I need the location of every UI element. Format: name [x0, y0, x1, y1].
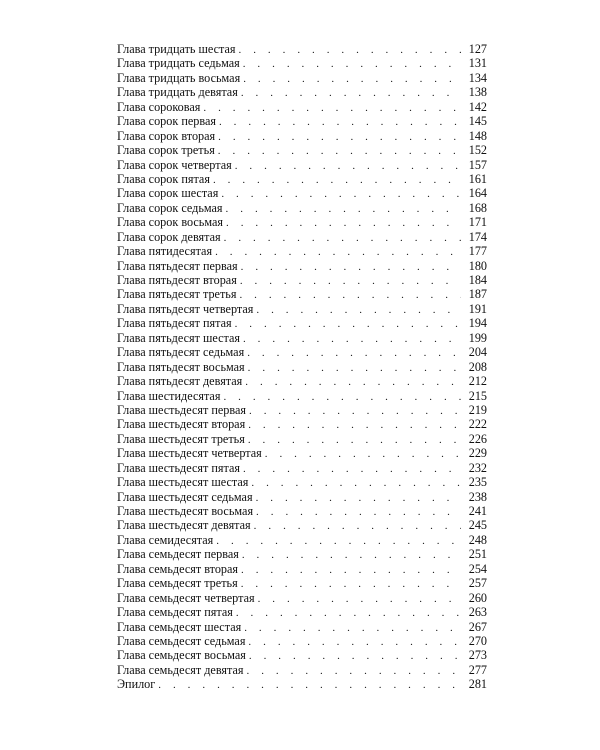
- toc-entry-title: Глава семьдесят вторая: [117, 561, 239, 576]
- toc-entry-page-number: 222: [468, 417, 487, 432]
- toc-entry-title: Глава пятьдесят шестая: [117, 330, 240, 345]
- toc-dot-leader: [239, 288, 461, 302]
- toc-entry-page-number: 248: [468, 532, 487, 547]
- toc-dot-leader: [251, 476, 461, 490]
- toc-entry-page-number: 208: [468, 359, 487, 374]
- toc-entry-page-number: 134: [468, 70, 487, 85]
- toc-entry[interactable]: [117, 432, 487, 446]
- toc-dot-leader: [243, 462, 461, 476]
- toc-entry-title: Глава шестьдесят четвертая: [117, 446, 262, 461]
- toc-entry-page-number: 238: [468, 489, 487, 504]
- toc-entry-page-number: 267: [468, 619, 487, 634]
- toc-dot-leader: [256, 505, 461, 519]
- toc-dot-leader: [213, 173, 461, 187]
- toc-dot-leader: [249, 404, 461, 418]
- toc-entry[interactable]: [117, 562, 487, 576]
- toc-dot-leader: [236, 606, 461, 620]
- toc-entry-title: Эпилог: [117, 677, 156, 692]
- toc-dot-leader: [224, 231, 461, 245]
- toc-entry[interactable]: [117, 663, 487, 677]
- toc-entry[interactable]: [117, 302, 487, 316]
- toc-entry[interactable]: [117, 374, 487, 388]
- table-of-contents: [117, 42, 487, 692]
- toc-entry[interactable]: [117, 605, 487, 619]
- toc-dot-leader: [218, 130, 461, 144]
- toc-dot-leader: [248, 433, 461, 447]
- toc-entry-title: Глава семьдесят шестая: [117, 619, 242, 634]
- toc-entry-page-number: 187: [468, 287, 487, 302]
- toc-entry-page-number: 148: [468, 128, 487, 143]
- toc-entry[interactable]: [117, 259, 487, 273]
- toc-dot-leader: [235, 317, 461, 331]
- toc-entry-page-number: 138: [468, 85, 487, 100]
- toc-entry[interactable]: [117, 287, 487, 301]
- toc-dot-leader: [245, 375, 461, 389]
- toc-entry-page-number: 180: [468, 258, 487, 273]
- toc-entry-page-number: 245: [468, 518, 487, 533]
- toc-entry[interactable]: [117, 417, 487, 431]
- toc-entry[interactable]: [117, 677, 487, 691]
- toc-entry-title: Глава сорок третья: [117, 143, 215, 158]
- toc-entry-title: Глава тридцать седьмая: [117, 56, 240, 71]
- toc-entry[interactable]: [117, 42, 487, 56]
- toc-entry-page-number: 229: [468, 446, 487, 461]
- toc-dot-leader: [203, 101, 461, 115]
- toc-entry-page-number: 232: [468, 460, 487, 475]
- toc-entry[interactable]: [117, 244, 487, 258]
- toc-entry[interactable]: [117, 172, 487, 186]
- toc-dot-leader: [256, 303, 461, 317]
- toc-entry[interactable]: [117, 201, 487, 215]
- toc-entry-title: Глава семьдесят седьмая: [117, 633, 246, 648]
- toc-entry-page-number: 226: [468, 431, 487, 446]
- toc-entry-title: Глава сорок вторая: [117, 128, 216, 143]
- toc-entry-title: Глава пятидесятая: [117, 244, 213, 259]
- toc-dot-leader: [265, 447, 461, 461]
- toc-entry-page-number: 127: [468, 42, 487, 56]
- toc-entry[interactable]: [117, 215, 487, 229]
- toc-entry-page-number: 204: [468, 345, 487, 360]
- toc-entry-page-number: 157: [468, 157, 487, 172]
- toc-entry-title: Глава шестьдесят шестая: [117, 475, 249, 490]
- toc-entry-title: Глава пятьдесят пятая: [117, 316, 232, 331]
- toc-entry[interactable]: [117, 129, 487, 143]
- toc-dot-leader: [241, 563, 461, 577]
- toc-dot-leader: [239, 43, 461, 57]
- toc-entry-title: Глава семьдесят третья: [117, 576, 238, 591]
- toc-entry-page-number: 254: [468, 561, 487, 576]
- toc-entry-page-number: 241: [468, 504, 487, 518]
- toc-entry-title: Глава сорок седьмая: [117, 200, 223, 215]
- toc-entry-page-number: 164: [468, 186, 487, 201]
- toc-entry[interactable]: [117, 331, 487, 345]
- toc-entry-title: Глава пятьдесят девятая: [117, 374, 243, 389]
- toc-dot-leader: [215, 245, 461, 259]
- toc-dot-leader: [241, 577, 461, 591]
- toc-entry-title: Глава сорок девятая: [117, 229, 221, 244]
- toc-entry[interactable]: [117, 446, 487, 460]
- toc-entry-page-number: 277: [468, 662, 487, 677]
- toc-entry-title: Глава шестьдесят третья: [117, 431, 245, 446]
- toc-dot-leader: [258, 592, 461, 606]
- toc-entry-page-number: 191: [468, 301, 487, 316]
- toc-entry[interactable]: [117, 518, 487, 532]
- toc-dot-leader: [254, 519, 461, 533]
- toc-entry-page-number: 263: [468, 605, 487, 620]
- toc-entry-title: Глава шестьдесят первая: [117, 402, 246, 417]
- toc-entry-page-number: 273: [468, 648, 487, 663]
- toc-entry-title: Глава пятьдесят восьмая: [117, 359, 245, 374]
- toc-dot-leader: [241, 260, 461, 274]
- toc-dot-leader: [218, 144, 461, 158]
- toc-dot-leader: [244, 621, 461, 635]
- toc-entry[interactable]: [117, 533, 487, 547]
- toc-entry-page-number: 215: [468, 388, 487, 403]
- toc-entry-title: Глава сорок четвертая: [117, 157, 232, 172]
- toc-entry-page-number: 131: [468, 56, 487, 71]
- toc-dot-leader: [226, 216, 461, 230]
- toc-entry-title: Глава сорок пятая: [117, 171, 210, 186]
- toc-entry[interactable]: [117, 403, 487, 417]
- toc-entry-page-number: 145: [468, 114, 487, 129]
- toc-entry-title: Глава сорок первая: [117, 114, 216, 129]
- toc-entry-title: Глава шестидесятая: [117, 388, 221, 403]
- toc-entry[interactable]: [117, 490, 487, 504]
- toc-entry[interactable]: [117, 504, 487, 518]
- toc-entry-page-number: 212: [468, 374, 487, 389]
- toc-dot-leader: [241, 86, 461, 100]
- toc-entry[interactable]: [117, 634, 487, 648]
- toc-dot-leader: [247, 664, 461, 678]
- toc-entry[interactable]: [117, 230, 487, 244]
- toc-entry-title: Глава шестьдесят девятая: [117, 518, 251, 533]
- toc-entry-title: Глава пятьдесят седьмая: [117, 345, 245, 360]
- toc-entry-page-number: 219: [468, 402, 487, 417]
- toc-dot-leader: [243, 332, 461, 346]
- toc-entry-title: Глава шестьдесят вторая: [117, 417, 246, 432]
- toc-dot-leader: [240, 274, 461, 288]
- toc-entry-page-number: 142: [468, 99, 487, 114]
- toc-dot-leader: [235, 159, 461, 173]
- toc-entry-page-number: 161: [468, 171, 487, 186]
- toc-dot-leader: [223, 390, 461, 404]
- toc-entry[interactable]: [117, 547, 487, 561]
- toc-entry-page-number: 270: [468, 633, 487, 648]
- toc-entry-page-number: 177: [468, 244, 487, 259]
- toc-entry[interactable]: [117, 158, 487, 172]
- toc-entry[interactable]: [117, 591, 487, 605]
- toc-dot-leader: [248, 418, 461, 432]
- toc-entry[interactable]: [117, 475, 487, 489]
- toc-entry-title: Глава сорок восьмая: [117, 215, 224, 230]
- toc-entry-title: Глава пятьдесят вторая: [117, 273, 237, 287]
- toc-entry[interactable]: [117, 345, 487, 359]
- toc-dot-leader: [243, 72, 461, 86]
- toc-entry-title: Глава семьдесят восьмая: [117, 648, 246, 663]
- toc-entry-title: Глава семьдесят четвертая: [117, 590, 255, 605]
- toc-entry[interactable]: [117, 316, 487, 330]
- toc-entry[interactable]: [117, 273, 487, 287]
- toc-entry-title: Глава семьдесят первая: [117, 547, 239, 562]
- toc-entry[interactable]: [117, 56, 487, 70]
- toc-entry-title: Глава семьдесят девятая: [117, 662, 244, 677]
- toc-entry-title: Глава шестьдесят седьмая: [117, 489, 253, 504]
- toc-dot-leader: [242, 548, 461, 562]
- toc-entry[interactable]: [117, 576, 487, 590]
- toc-entry-page-number: 260: [468, 590, 487, 605]
- toc-entry[interactable]: [117, 389, 487, 403]
- toc-entry[interactable]: [117, 186, 487, 200]
- toc-dot-leader: [248, 361, 461, 375]
- toc-dot-leader: [219, 115, 461, 129]
- toc-dot-leader: [221, 187, 461, 201]
- toc-entry-page-number: 199: [468, 330, 487, 345]
- toc-entry-page-number: 152: [468, 143, 487, 158]
- toc-dot-leader: [243, 57, 461, 71]
- toc-entry[interactable]: [117, 461, 487, 475]
- toc-entry-page-number: 171: [468, 215, 487, 230]
- toc-entry-title: Глава тридцать шестая: [117, 42, 236, 56]
- toc-entry-page-number: 184: [468, 273, 487, 287]
- toc-entry-title: Глава шестьдесят восьмая: [117, 504, 254, 518]
- toc-entry-title: Глава пятьдесят третья: [117, 287, 237, 302]
- toc-entry[interactable]: [117, 648, 487, 662]
- toc-dot-leader: [247, 346, 461, 360]
- toc-entry-title: Глава семьдесят пятая: [117, 605, 233, 620]
- toc-entry-page-number: 168: [468, 200, 487, 215]
- toc-dot-leader: [249, 649, 461, 663]
- toc-entry[interactable]: [117, 114, 487, 128]
- toc-dot-leader: [158, 678, 461, 692]
- toc-entry[interactable]: [117, 360, 487, 374]
- toc-entry-title: Глава тридцать девятая: [117, 85, 238, 100]
- toc-entry-title: Глава тридцать восьмая: [117, 70, 241, 85]
- toc-entry[interactable]: [117, 71, 487, 85]
- toc-dot-leader: [226, 202, 461, 216]
- toc-dot-leader: [248, 635, 461, 649]
- toc-entry-title: Глава сороковая: [117, 99, 201, 114]
- toc-entry-page-number: 235: [468, 475, 487, 490]
- toc-entry[interactable]: [117, 85, 487, 99]
- toc-entry-page-number: 174: [468, 229, 487, 244]
- toc-entry[interactable]: [117, 100, 487, 114]
- toc-entry-title: Глава семидесятая: [117, 532, 214, 547]
- toc-entry[interactable]: [117, 620, 487, 634]
- toc-entry-title: Глава пятьдесят четвертая: [117, 301, 254, 316]
- toc-dot-leader: [256, 491, 461, 505]
- toc-entry[interactable]: [117, 143, 487, 157]
- toc-entry-page-number: 251: [468, 547, 487, 562]
- toc-entry-title: Глава шестьдесят пятая: [117, 460, 240, 475]
- toc-dot-leader: [216, 534, 461, 548]
- toc-entry-title: Глава сорок шестая: [117, 186, 219, 201]
- toc-entry-page-number: 194: [468, 316, 487, 331]
- toc-entry-page-number: 257: [468, 576, 487, 591]
- toc-entry-title: Глава пятьдесят первая: [117, 258, 238, 273]
- toc-entry-page-number: 281: [468, 677, 487, 692]
